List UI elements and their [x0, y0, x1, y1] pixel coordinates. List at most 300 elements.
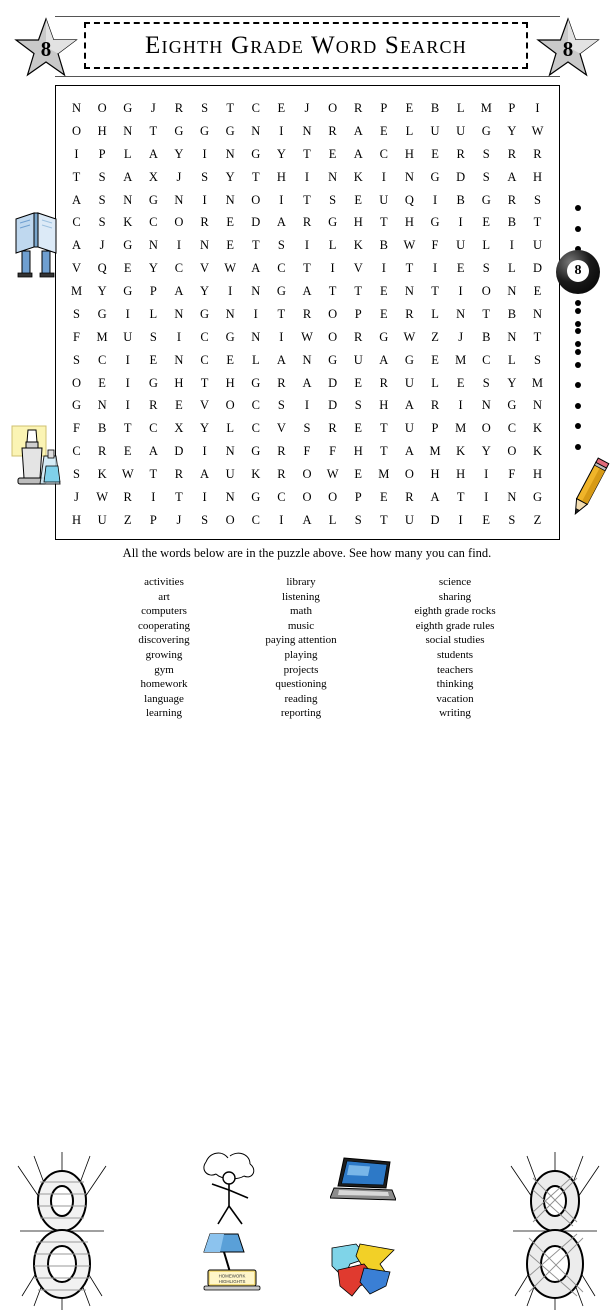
puzzle-cell[interactable]: D: [456, 169, 466, 184]
puzzle-cell[interactable]: N: [174, 352, 184, 367]
puzzle-cell[interactable]: A: [302, 512, 312, 527]
puzzle-cell[interactable]: G: [379, 329, 389, 344]
puzzle-cell[interactable]: J: [150, 101, 156, 115]
puzzle-cell[interactable]: D: [430, 512, 440, 527]
puzzle-cell[interactable]: H: [532, 467, 542, 481]
puzzle-cell[interactable]: C: [277, 261, 286, 276]
puzzle-cell[interactable]: O: [404, 467, 414, 481]
puzzle-cell[interactable]: O: [71, 123, 82, 138]
puzzle-cell[interactable]: V: [353, 261, 363, 276]
puzzle-cell[interactable]: M: [455, 352, 467, 367]
puzzle-cell[interactable]: U: [225, 467, 235, 481]
puzzle-cell[interactable]: M: [70, 284, 83, 298]
puzzle-cell[interactable]: G: [507, 398, 517, 413]
puzzle-cell[interactable]: B: [379, 238, 388, 253]
puzzle-cell[interactable]: T: [533, 215, 542, 230]
puzzle-cell[interactable]: A: [276, 352, 286, 367]
puzzle-cell[interactable]: R: [123, 489, 132, 504]
puzzle-cell[interactable]: S: [533, 192, 541, 207]
puzzle-cell[interactable]: H: [379, 398, 389, 413]
puzzle-cell[interactable]: G: [123, 101, 133, 115]
puzzle-cell[interactable]: C: [251, 512, 260, 527]
puzzle-cell[interactable]: H: [404, 215, 414, 230]
puzzle-cell[interactable]: N: [225, 192, 235, 207]
puzzle-cell[interactable]: S: [329, 192, 337, 207]
puzzle-cell[interactable]: L: [226, 421, 234, 436]
puzzle-cell[interactable]: E: [328, 146, 337, 161]
puzzle-cell[interactable]: A: [123, 169, 133, 184]
puzzle-cell[interactable]: R: [379, 375, 388, 390]
puzzle-cell[interactable]: W: [403, 329, 416, 344]
puzzle-cell[interactable]: F: [73, 421, 80, 436]
puzzle-cell[interactable]: S: [482, 169, 490, 184]
puzzle-cell[interactable]: G: [251, 146, 261, 161]
puzzle-cell[interactable]: J: [74, 489, 79, 504]
puzzle-cell[interactable]: O: [481, 284, 491, 298]
puzzle-cell[interactable]: G: [71, 398, 82, 413]
puzzle-cell[interactable]: A: [353, 146, 363, 161]
puzzle-cell[interactable]: T: [328, 284, 337, 298]
puzzle-cell[interactable]: I: [228, 284, 233, 298]
puzzle-cell[interactable]: J: [176, 512, 182, 527]
puzzle-cell[interactable]: S: [277, 238, 285, 253]
puzzle-cell[interactable]: A: [302, 284, 312, 298]
puzzle-cell[interactable]: D: [532, 261, 542, 276]
puzzle-cell[interactable]: D: [328, 375, 338, 390]
puzzle-cell[interactable]: S: [482, 146, 490, 161]
puzzle-cell[interactable]: P: [98, 146, 106, 161]
puzzle-cell[interactable]: E: [175, 398, 183, 413]
puzzle-cell[interactable]: Y: [481, 444, 491, 459]
puzzle-cell[interactable]: S: [149, 329, 157, 344]
puzzle-cell[interactable]: U: [97, 512, 107, 527]
puzzle-cell[interactable]: G: [200, 123, 210, 138]
puzzle-cell[interactable]: H: [276, 169, 286, 184]
puzzle-cell[interactable]: I: [279, 123, 284, 138]
puzzle-cell[interactable]: R: [328, 421, 337, 436]
puzzle-cell[interactable]: I: [125, 398, 130, 413]
puzzle-cell[interactable]: I: [176, 329, 182, 344]
puzzle-cell[interactable]: V: [200, 398, 210, 413]
puzzle-cell[interactable]: G: [148, 192, 158, 207]
puzzle-cell[interactable]: R: [354, 101, 363, 115]
puzzle-cell[interactable]: F: [431, 238, 439, 253]
puzzle-cell[interactable]: J: [176, 169, 182, 184]
puzzle-cell[interactable]: K: [251, 467, 261, 481]
puzzle-cell[interactable]: E: [354, 467, 363, 481]
puzzle-cell[interactable]: G: [251, 489, 261, 504]
puzzle-cell[interactable]: T: [175, 489, 183, 504]
puzzle-cell[interactable]: T: [226, 101, 234, 115]
puzzle-cell[interactable]: S: [201, 512, 209, 527]
puzzle-cell[interactable]: A: [353, 123, 363, 138]
puzzle-cell[interactable]: B: [456, 192, 465, 207]
puzzle-cell[interactable]: I: [202, 444, 207, 459]
puzzle-cell[interactable]: A: [379, 352, 389, 367]
puzzle-cell[interactable]: I: [279, 512, 284, 527]
puzzle-cell[interactable]: S: [98, 169, 106, 184]
puzzle-cell[interactable]: K: [532, 421, 542, 436]
puzzle-cell[interactable]: U: [353, 352, 363, 367]
puzzle-cell[interactable]: H: [430, 467, 440, 481]
puzzle-cell[interactable]: U: [456, 123, 466, 138]
puzzle-cell[interactable]: G: [123, 284, 133, 298]
puzzle-cell[interactable]: W: [301, 329, 313, 344]
puzzle-cell[interactable]: P: [149, 512, 157, 527]
puzzle-cell[interactable]: S: [201, 169, 209, 184]
puzzle-cell[interactable]: N: [456, 306, 466, 321]
puzzle-cell[interactable]: T: [123, 421, 132, 436]
puzzle-cell[interactable]: O: [174, 215, 184, 230]
puzzle-cell[interactable]: N: [148, 238, 158, 253]
puzzle-cell[interactable]: E: [431, 352, 439, 367]
puzzle-cell[interactable]: U: [404, 421, 414, 436]
puzzle-cell[interactable]: E: [354, 375, 363, 390]
puzzle-cell[interactable]: S: [533, 352, 541, 367]
puzzle-cell[interactable]: K: [353, 169, 363, 184]
puzzle-cell[interactable]: J: [99, 238, 105, 253]
puzzle-cell[interactable]: N: [200, 238, 210, 253]
puzzle-cell[interactable]: G: [430, 169, 440, 184]
puzzle-cell[interactable]: R: [277, 444, 286, 459]
puzzle-cell[interactable]: O: [328, 329, 338, 344]
puzzle-cell[interactable]: P: [380, 101, 388, 115]
puzzle-cell[interactable]: G: [123, 238, 133, 253]
puzzle-cell[interactable]: Q: [97, 261, 107, 276]
puzzle-cell[interactable]: G: [328, 352, 338, 367]
puzzle-cell[interactable]: H: [404, 146, 414, 161]
puzzle-cell[interactable]: T: [431, 284, 439, 298]
puzzle-cell[interactable]: N: [404, 169, 414, 184]
puzzle-cell[interactable]: L: [508, 261, 516, 276]
puzzle-cell[interactable]: W: [403, 238, 416, 253]
puzzle-cell[interactable]: H: [532, 169, 542, 184]
puzzle-cell[interactable]: N: [328, 169, 338, 184]
puzzle-cell[interactable]: E: [456, 261, 465, 276]
puzzle-cell[interactable]: U: [379, 192, 389, 207]
puzzle-cell[interactable]: N: [123, 123, 133, 138]
puzzle-cell[interactable]: L: [456, 101, 465, 115]
puzzle-cell[interactable]: A: [71, 238, 82, 253]
puzzle-cell[interactable]: Y: [97, 284, 107, 298]
puzzle-cell[interactable]: I: [304, 238, 310, 253]
puzzle-cell[interactable]: O: [481, 421, 491, 436]
puzzle-cell[interactable]: I: [202, 146, 207, 161]
puzzle-cell[interactable]: C: [379, 146, 388, 161]
puzzle-cell[interactable]: T: [379, 512, 388, 527]
puzzle-cell[interactable]: A: [276, 215, 286, 230]
puzzle-cell[interactable]: I: [151, 489, 156, 504]
puzzle-cell[interactable]: L: [508, 352, 516, 367]
puzzle-cell[interactable]: K: [532, 444, 542, 459]
puzzle-cell[interactable]: A: [148, 146, 158, 161]
puzzle-cell[interactable]: U: [123, 329, 133, 344]
puzzle-cell[interactable]: W: [326, 467, 339, 481]
puzzle-cell[interactable]: B: [507, 215, 517, 230]
puzzle-cell[interactable]: P: [149, 284, 157, 298]
puzzle-cell[interactable]: E: [405, 101, 414, 115]
puzzle-cell[interactable]: U: [532, 238, 542, 253]
puzzle-cell[interactable]: I: [125, 352, 130, 367]
puzzle-cell[interactable]: R: [97, 444, 107, 459]
puzzle-cell[interactable]: I: [202, 192, 207, 207]
puzzle-cell[interactable]: Q: [404, 192, 414, 207]
puzzle-cell[interactable]: C: [251, 101, 260, 115]
puzzle-cell[interactable]: O: [225, 512, 235, 527]
puzzle-cell[interactable]: S: [73, 306, 80, 321]
puzzle-cell[interactable]: M: [378, 467, 390, 481]
puzzle-cell[interactable]: A: [430, 489, 440, 504]
puzzle-cell[interactable]: E: [456, 375, 465, 390]
puzzle-cell[interactable]: C: [277, 489, 286, 504]
puzzle-cell[interactable]: N: [225, 306, 235, 321]
puzzle-cell[interactable]: S: [354, 512, 362, 527]
puzzle-cell[interactable]: H: [353, 444, 363, 459]
puzzle-cell[interactable]: Y: [174, 146, 184, 161]
puzzle-cell[interactable]: I: [458, 284, 463, 298]
puzzle-cell[interactable]: W: [121, 467, 134, 481]
puzzle-cell[interactable]: G: [174, 123, 184, 138]
puzzle-cell[interactable]: I: [330, 261, 335, 276]
puzzle-cell[interactable]: C: [149, 421, 158, 436]
puzzle-cell[interactable]: G: [481, 192, 491, 207]
puzzle-cell[interactable]: M: [429, 444, 441, 459]
puzzle-cell[interactable]: C: [507, 421, 517, 436]
puzzle-cell[interactable]: N: [225, 489, 235, 504]
puzzle-cell[interactable]: M: [480, 101, 492, 115]
puzzle-cell[interactable]: A: [200, 467, 210, 481]
puzzle-cell[interactable]: T: [379, 215, 388, 230]
puzzle-cell[interactable]: C: [72, 215, 81, 230]
puzzle-cell[interactable]: G: [251, 375, 261, 390]
puzzle-cell[interactable]: R: [302, 306, 312, 321]
puzzle-cell[interactable]: H: [225, 375, 235, 390]
puzzle-cell[interactable]: R: [174, 101, 184, 115]
puzzle-cell[interactable]: E: [226, 215, 234, 230]
puzzle-cell[interactable]: I: [74, 146, 79, 161]
puzzle-cell[interactable]: I: [176, 238, 182, 253]
puzzle-cell[interactable]: L: [431, 375, 439, 390]
puzzle-cell[interactable]: D: [174, 444, 184, 459]
puzzle-cell[interactable]: N: [225, 444, 235, 459]
puzzle-cell[interactable]: G: [276, 284, 286, 298]
puzzle-cell[interactable]: F: [73, 329, 80, 344]
puzzle-cell[interactable]: R: [456, 146, 465, 161]
puzzle-cell[interactable]: T: [303, 146, 311, 161]
puzzle-cell[interactable]: P: [508, 101, 516, 115]
puzzle-cell[interactable]: R: [149, 398, 158, 413]
puzzle-cell[interactable]: G: [404, 352, 414, 367]
puzzle-cell[interactable]: O: [507, 444, 517, 459]
puzzle-cell[interactable]: C: [200, 329, 209, 344]
puzzle-cell[interactable]: R: [302, 215, 312, 230]
puzzle-cell[interactable]: O: [328, 489, 338, 504]
puzzle-cell[interactable]: X: [174, 421, 184, 436]
puzzle-cell[interactable]: U: [456, 238, 466, 253]
puzzle-cell[interactable]: E: [379, 306, 388, 321]
puzzle-cell[interactable]: I: [381, 169, 386, 184]
puzzle-cell[interactable]: H: [456, 467, 466, 481]
puzzle-cell[interactable]: G: [97, 306, 107, 321]
puzzle-cell[interactable]: R: [277, 467, 286, 481]
puzzle-cell[interactable]: I: [509, 238, 514, 253]
puzzle-cell[interactable]: L: [123, 146, 132, 161]
puzzle-cell[interactable]: I: [125, 306, 130, 321]
puzzle-cell[interactable]: I: [458, 512, 463, 527]
puzzle-cell[interactable]: G: [430, 215, 440, 230]
puzzle-cell[interactable]: H: [97, 123, 107, 138]
puzzle-cell[interactable]: L: [405, 123, 414, 138]
puzzle-cell[interactable]: E: [226, 238, 234, 253]
puzzle-cell[interactable]: E: [149, 352, 158, 367]
puzzle-cell[interactable]: N: [123, 192, 133, 207]
puzzle-cell[interactable]: N: [481, 398, 491, 413]
puzzle-cell[interactable]: G: [251, 444, 261, 459]
puzzle-cell[interactable]: U: [404, 512, 414, 527]
puzzle-cell[interactable]: E: [123, 261, 132, 276]
puzzle-cell[interactable]: C: [251, 398, 260, 413]
puzzle-cell[interactable]: R: [405, 306, 414, 321]
puzzle-cell[interactable]: B: [430, 101, 440, 115]
puzzle-cell[interactable]: L: [328, 238, 337, 253]
puzzle-cell[interactable]: A: [71, 192, 82, 207]
puzzle-cell[interactable]: Y: [276, 146, 286, 161]
puzzle-cell[interactable]: H: [353, 215, 363, 230]
puzzle-cell[interactable]: E: [379, 489, 388, 504]
puzzle-cell[interactable]: S: [482, 375, 490, 390]
puzzle-cell[interactable]: I: [458, 215, 463, 230]
puzzle-cell[interactable]: R: [533, 146, 542, 161]
puzzle-cell[interactable]: L: [251, 352, 260, 367]
puzzle-cell[interactable]: G: [225, 123, 235, 138]
puzzle-cell[interactable]: C: [482, 352, 491, 367]
puzzle-cell[interactable]: A: [302, 375, 312, 390]
puzzle-cell[interactable]: V: [200, 261, 210, 276]
puzzle-cell[interactable]: N: [532, 306, 542, 321]
puzzle-cell[interactable]: G: [148, 375, 158, 390]
puzzle-cell[interactable]: U: [404, 375, 414, 390]
puzzle-cell[interactable]: E: [123, 444, 132, 459]
puzzle-cell[interactable]: T: [379, 444, 388, 459]
puzzle-cell[interactable]: R: [430, 398, 440, 413]
puzzle-cell[interactable]: C: [200, 352, 209, 367]
puzzle-cell[interactable]: N: [251, 329, 261, 344]
puzzle-cell[interactable]: V: [276, 421, 286, 436]
puzzle-cell[interactable]: I: [304, 398, 310, 413]
puzzle-cell[interactable]: A: [404, 444, 414, 459]
puzzle-cell[interactable]: K: [97, 467, 107, 481]
puzzle-cell[interactable]: R: [174, 467, 184, 481]
puzzle-cell[interactable]: R: [507, 146, 517, 161]
puzzle-cell[interactable]: K: [123, 215, 133, 230]
puzzle-cell[interactable]: H: [174, 375, 184, 390]
puzzle-cell[interactable]: M: [531, 375, 544, 390]
puzzle-cell[interactable]: G: [328, 215, 338, 230]
puzzle-cell[interactable]: Z: [431, 329, 439, 344]
puzzle-cell[interactable]: N: [71, 101, 82, 115]
puzzle-cell[interactable]: F: [329, 444, 337, 459]
puzzle-cell[interactable]: L: [149, 306, 158, 321]
puzzle-cell[interactable]: R: [277, 375, 286, 390]
puzzle-cell[interactable]: N: [404, 284, 414, 298]
puzzle-cell[interactable]: E: [354, 421, 363, 436]
puzzle-cell[interactable]: Y: [507, 123, 517, 138]
puzzle-cell[interactable]: O: [302, 467, 312, 481]
puzzle-cell[interactable]: I: [432, 261, 438, 276]
puzzle-cell[interactable]: C: [251, 421, 260, 436]
puzzle-cell[interactable]: T: [405, 261, 414, 276]
puzzle-cell[interactable]: T: [277, 306, 286, 321]
puzzle-cell[interactable]: P: [354, 306, 362, 321]
puzzle-cell[interactable]: I: [458, 398, 463, 413]
puzzle-cell[interactable]: C: [97, 352, 107, 367]
puzzle-cell[interactable]: E: [379, 123, 388, 138]
puzzle-cell[interactable]: K: [456, 444, 466, 459]
puzzle-cell[interactable]: T: [379, 421, 388, 436]
puzzle-cell[interactable]: T: [149, 467, 158, 481]
puzzle-cell[interactable]: A: [251, 261, 261, 276]
puzzle-cell[interactable]: L: [328, 512, 337, 527]
puzzle-cell[interactable]: S: [303, 421, 311, 436]
puzzle-cell[interactable]: C: [174, 261, 184, 276]
puzzle-cell[interactable]: T: [72, 169, 81, 184]
puzzle-cell[interactable]: D: [328, 398, 338, 413]
puzzle-cell[interactable]: A: [404, 398, 414, 413]
puzzle-cell[interactable]: R: [405, 489, 414, 504]
puzzle-cell[interactable]: E: [482, 512, 491, 527]
puzzle-cell[interactable]: L: [482, 238, 491, 253]
puzzle-cell[interactable]: T: [251, 169, 260, 184]
puzzle-cell[interactable]: N: [507, 284, 517, 298]
puzzle-cell[interactable]: T: [303, 192, 311, 207]
puzzle-cell[interactable]: T: [533, 329, 542, 344]
puzzle-cell[interactable]: E: [379, 284, 388, 298]
puzzle-cell[interactable]: A: [174, 284, 184, 298]
puzzle-cell[interactable]: I: [381, 261, 386, 276]
puzzle-cell[interactable]: E: [98, 375, 106, 390]
puzzle-cell[interactable]: I: [125, 375, 130, 390]
puzzle-cell[interactable]: N: [225, 146, 235, 161]
puzzle-cell[interactable]: N: [251, 284, 261, 298]
puzzle-cell[interactable]: A: [148, 444, 158, 459]
puzzle-cell[interactable]: Y: [148, 261, 158, 276]
puzzle-cell[interactable]: O: [302, 489, 312, 504]
puzzle-cell[interactable]: L: [431, 306, 439, 321]
puzzle-cell[interactable]: I: [279, 329, 284, 344]
puzzle-cell[interactable]: G: [225, 329, 235, 344]
puzzle-cell[interactable]: Y: [225, 169, 235, 184]
puzzle-cell[interactable]: B: [482, 329, 491, 344]
puzzle-cell[interactable]: Y: [507, 375, 517, 390]
puzzle-cell[interactable]: V: [71, 261, 82, 276]
puzzle-cell[interactable]: R: [354, 329, 363, 344]
puzzle-cell[interactable]: I: [253, 306, 258, 321]
puzzle-cell[interactable]: Z: [123, 512, 132, 527]
puzzle-cell[interactable]: Y: [200, 284, 210, 298]
puzzle-cell[interactable]: T: [456, 489, 465, 504]
puzzle-cell[interactable]: F: [303, 444, 311, 459]
puzzle-cell[interactable]: S: [73, 352, 80, 367]
puzzle-cell[interactable]: A: [507, 169, 517, 184]
puzzle-cell[interactable]: R: [328, 123, 337, 138]
puzzle-cell[interactable]: S: [482, 261, 490, 276]
puzzle-cell[interactable]: J: [458, 329, 464, 344]
puzzle-cell[interactable]: B: [97, 421, 107, 436]
puzzle-cell[interactable]: T: [251, 238, 260, 253]
puzzle-cell[interactable]: D: [251, 215, 261, 230]
puzzle-cell[interactable]: G: [481, 123, 491, 138]
puzzle-cell[interactable]: O: [97, 101, 107, 115]
